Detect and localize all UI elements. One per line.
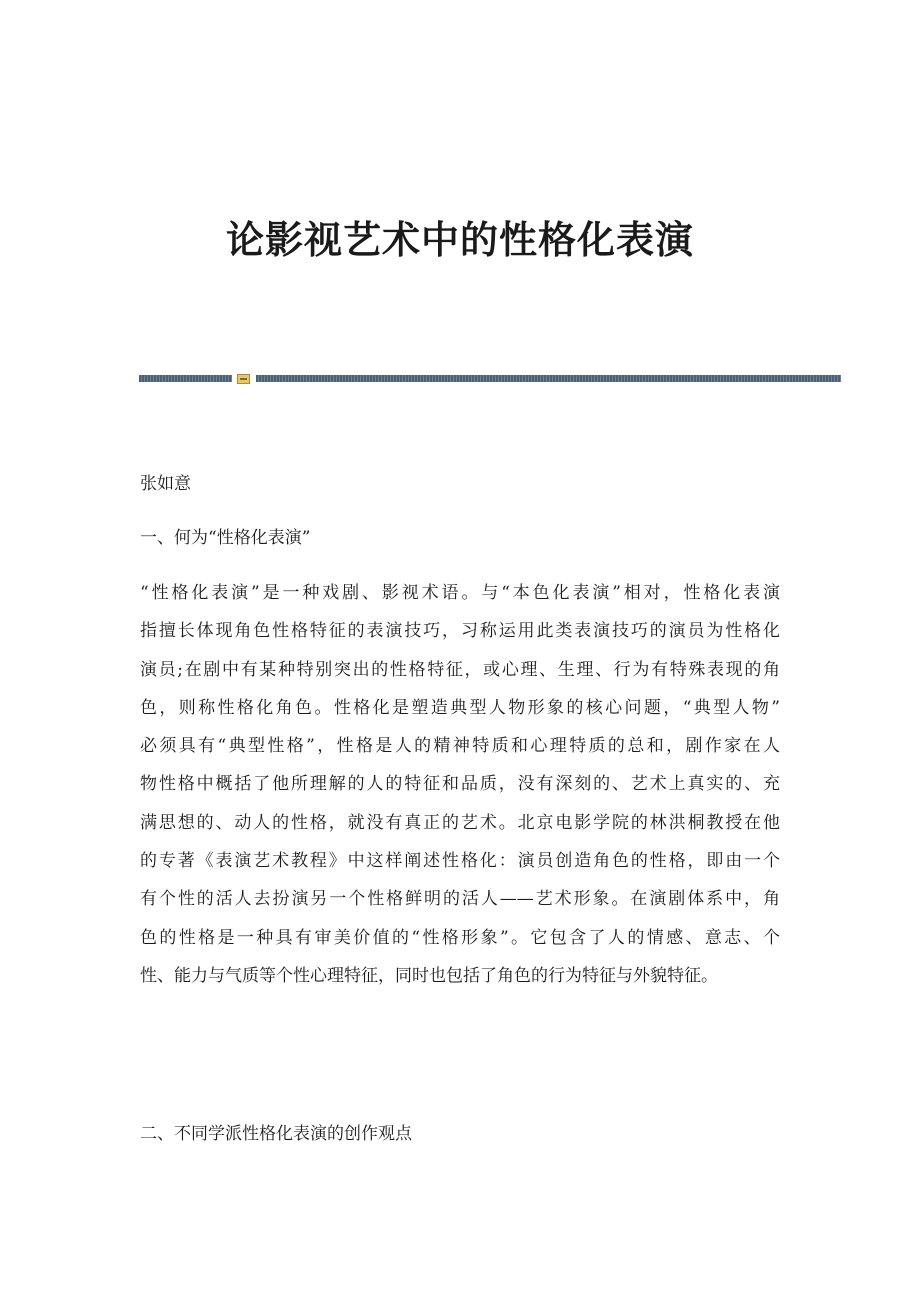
paragraph-line: 色的性格是一种具有审美价值的“性格形象”。它包含了人的情感、意志、个 [140,927,780,948]
paragraph-line: 必须具有“典型性格”，性格是人的精神特质和心理特质的总和，剧作家在人 [140,736,780,757]
title-divider [139,374,841,384]
section-heading-2: 二、不同学派性格化表演的创作观点 [140,1124,412,1144]
paragraph-line: 色，则称性格化角色。性格化是塑造典型人物形象的核心问题，“典型人物” [140,697,780,718]
divider-bar-right [256,375,841,382]
paragraph-line: 指擅长体现角色性格特征的表演技巧，习称运用此类表演技巧的演员为性格化 [140,621,780,642]
paragraph-1 [140,579,780,1000]
paragraph-line: 演员;在剧中有某种特别突出的性格特征，或心理、生理、行为有特殊表现的角 [140,659,780,680]
paragraph-line: “性格化表演”是一种戏剧、影视术语。与“本色化表演”相对，性格化表演 [140,583,780,603]
paragraph-line: 有个性的活人去扮演另一个性格鲜明的活人——艺术形象。在演剧体系中，角 [140,889,780,910]
paragraph-line: 的专著《表演艺术教程》中这样阐述性格化：演员创造角色的性格，即由一个 [140,851,780,872]
divider-emblem-icon [237,374,250,384]
paragraph-line: 物性格中概括了他所理解的人的特征和品质，没有深刻的、艺术上真实的、充 [140,774,780,795]
section-heading-1: 一、何为“性格化表演” [140,528,311,548]
author-name: 张如意 [140,474,191,494]
document-title: 论影视艺术中的性格化表演 [225,217,694,262]
paragraph-line: 性、能力与气质等个性心理特征，同时也包括了角色的行为特征与外貌特征。 [140,965,718,986]
divider-bar-left [139,375,232,382]
paragraph-line: 满思想的、动人的性格，就没有真正的艺术。北京电影学院的林洪桐教授在他 [140,812,780,833]
